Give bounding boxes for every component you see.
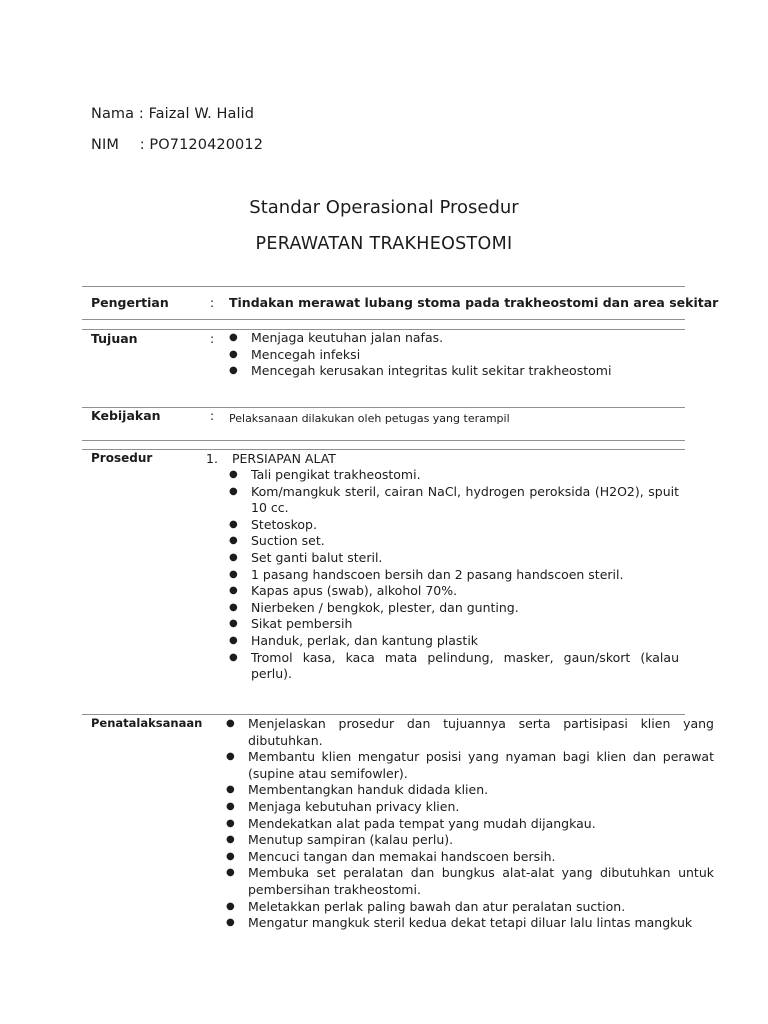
list-item: ● Meletakkan perlak paling bawah dan atur peralatan suction. [226, 898, 626, 914]
bullet-icon: ● [226, 850, 235, 862]
list-item: ● Mencuci tangan dan memakai handscoen bersih. [226, 848, 556, 864]
bullet-icon: ● [226, 834, 235, 846]
bullet-icon: ● [226, 917, 235, 929]
bullet-icon: ● [229, 348, 238, 360]
list-item: ● Nierbeken / bengkok, plester, dan gunting. [229, 599, 519, 615]
list-item: ● Kom/mangkuk steril, cairan NaCl, hydrogen peroksida (H2O2), spuit 10 cc. [229, 483, 679, 516]
bullet-icon: ● [229, 469, 238, 480]
nim-value: : PO7120420012 [139, 137, 264, 153]
tujuan-label: Tujuan [91, 331, 138, 346]
prosedur-number: 1. [206, 451, 218, 466]
divider [82, 714, 685, 715]
nim-label: NIM [91, 137, 119, 153]
document-title: Standar Operasional Prosedur [249, 197, 519, 218]
list-item: ● Mencegah infeksi [229, 346, 361, 362]
bullet-icon: ● [229, 651, 238, 663]
pengertian-label: Pengertian [91, 295, 169, 310]
prosedur-list [227, 467, 679, 683]
list-item: ● 1 pasang handscoen bersih dan 2 pasang handscoen steril. [229, 566, 624, 582]
bullet-icon: ● [229, 618, 238, 630]
bullet-icon: ● [226, 718, 235, 729]
list-item: ● Mendekatkan alat pada tempat yang mudah dijangkau. [226, 815, 596, 831]
list-item: ● Membuka set peralatan dan bungkus alat-alat yang dibutuhkan untuk pembersihan trakheostomi. [226, 865, 714, 897]
list-item: ● Handuk, perlak, dan kantung plastik [229, 632, 479, 648]
bullet-icon: ● [226, 867, 235, 879]
bullet-icon: ● [229, 518, 238, 530]
bullet-icon: ● [229, 332, 238, 343]
tujuan-list [227, 330, 682, 380]
colon: : [210, 295, 215, 310]
bullet-icon: ● [226, 900, 235, 912]
list-item: ● Stetoskop. [229, 516, 317, 532]
pengertian-text: Tindakan merawat lubang stoma pada trakheostomi dan area sekitar [229, 295, 719, 310]
bullet-icon: ● [229, 601, 238, 613]
list-item: ● Tali pengikat trakheostomi. [229, 467, 421, 482]
bullet-icon: ● [229, 485, 238, 497]
prosedur-label: Prosedur [91, 451, 153, 465]
divider [82, 440, 685, 441]
bullet-icon: ● [229, 551, 238, 563]
bullet-icon: ● [229, 365, 238, 377]
divider [82, 286, 685, 287]
list-item: ● Menjaga keutuhan jalan nafas. [229, 330, 444, 345]
list-item: ● Sikat pembersih [229, 616, 353, 632]
name-label: Nama [91, 106, 135, 122]
nim-line [91, 137, 263, 153]
list-item: ● Mengatur mangkuk steril kedua dekat tetapi diluar lalu lintas mangkuk [226, 915, 693, 931]
divider [82, 319, 685, 320]
bullet-icon: ● [229, 568, 238, 580]
kebijakan-label: Kebijakan [91, 408, 161, 423]
name-line [91, 106, 254, 122]
list-item: ● Menutup sampiran (kalau perlu). [226, 832, 454, 848]
colon: : [210, 331, 215, 346]
colon: : [210, 408, 215, 423]
bullet-icon: ● [229, 585, 238, 597]
divider [82, 407, 685, 408]
list-item: ● Kapas apus (swab), alkohol 70%. [229, 583, 458, 599]
list-item: ● Set ganti balut steril. [229, 549, 383, 565]
bullet-icon: ● [226, 784, 235, 796]
list-item: ● Tromol kasa, kaca mata pelindung, masker, gaun/skort (kalau perlu). [229, 649, 679, 682]
list-item: ● Menjelaskan prosedur dan tujuannya serta partisipasi klien yang dibutuhkan. [226, 716, 714, 748]
list-item: ● Mencegah kerusakan integritas kulit sekitar trakheostomi [229, 363, 612, 379]
bullet-icon: ● [229, 535, 238, 547]
bullet-icon: ● [226, 800, 235, 812]
list-item: ● Membantu klien mengatur posisi yang nyaman bagi klien dan perawat (supine atau semifowler). [226, 749, 714, 781]
penatalaksanaan-label: Penatalaksanaan [91, 716, 203, 730]
name-value: : Faizal W. Halid [138, 106, 255, 122]
kebijakan-text: Pelaksanaan dilakukan oleh petugas yang terampil [229, 412, 510, 425]
list-item: ● Menjaga kebutuhan privacy klien. [226, 798, 460, 814]
bullet-icon: ● [226, 817, 235, 829]
bullet-icon: ● [226, 751, 235, 763]
bullet-icon: ● [229, 634, 238, 646]
penatalaksanaan-list [224, 716, 714, 932]
list-item: ● Membentangkan handuk didada klien. [226, 782, 489, 798]
document-subtitle: PERAWATAN TRAKHEOSTOMI [255, 234, 513, 254]
divider [82, 449, 685, 450]
prosedur-heading: PERSIAPAN ALAT [232, 451, 336, 466]
list-item: ● Suction set. [229, 533, 325, 549]
